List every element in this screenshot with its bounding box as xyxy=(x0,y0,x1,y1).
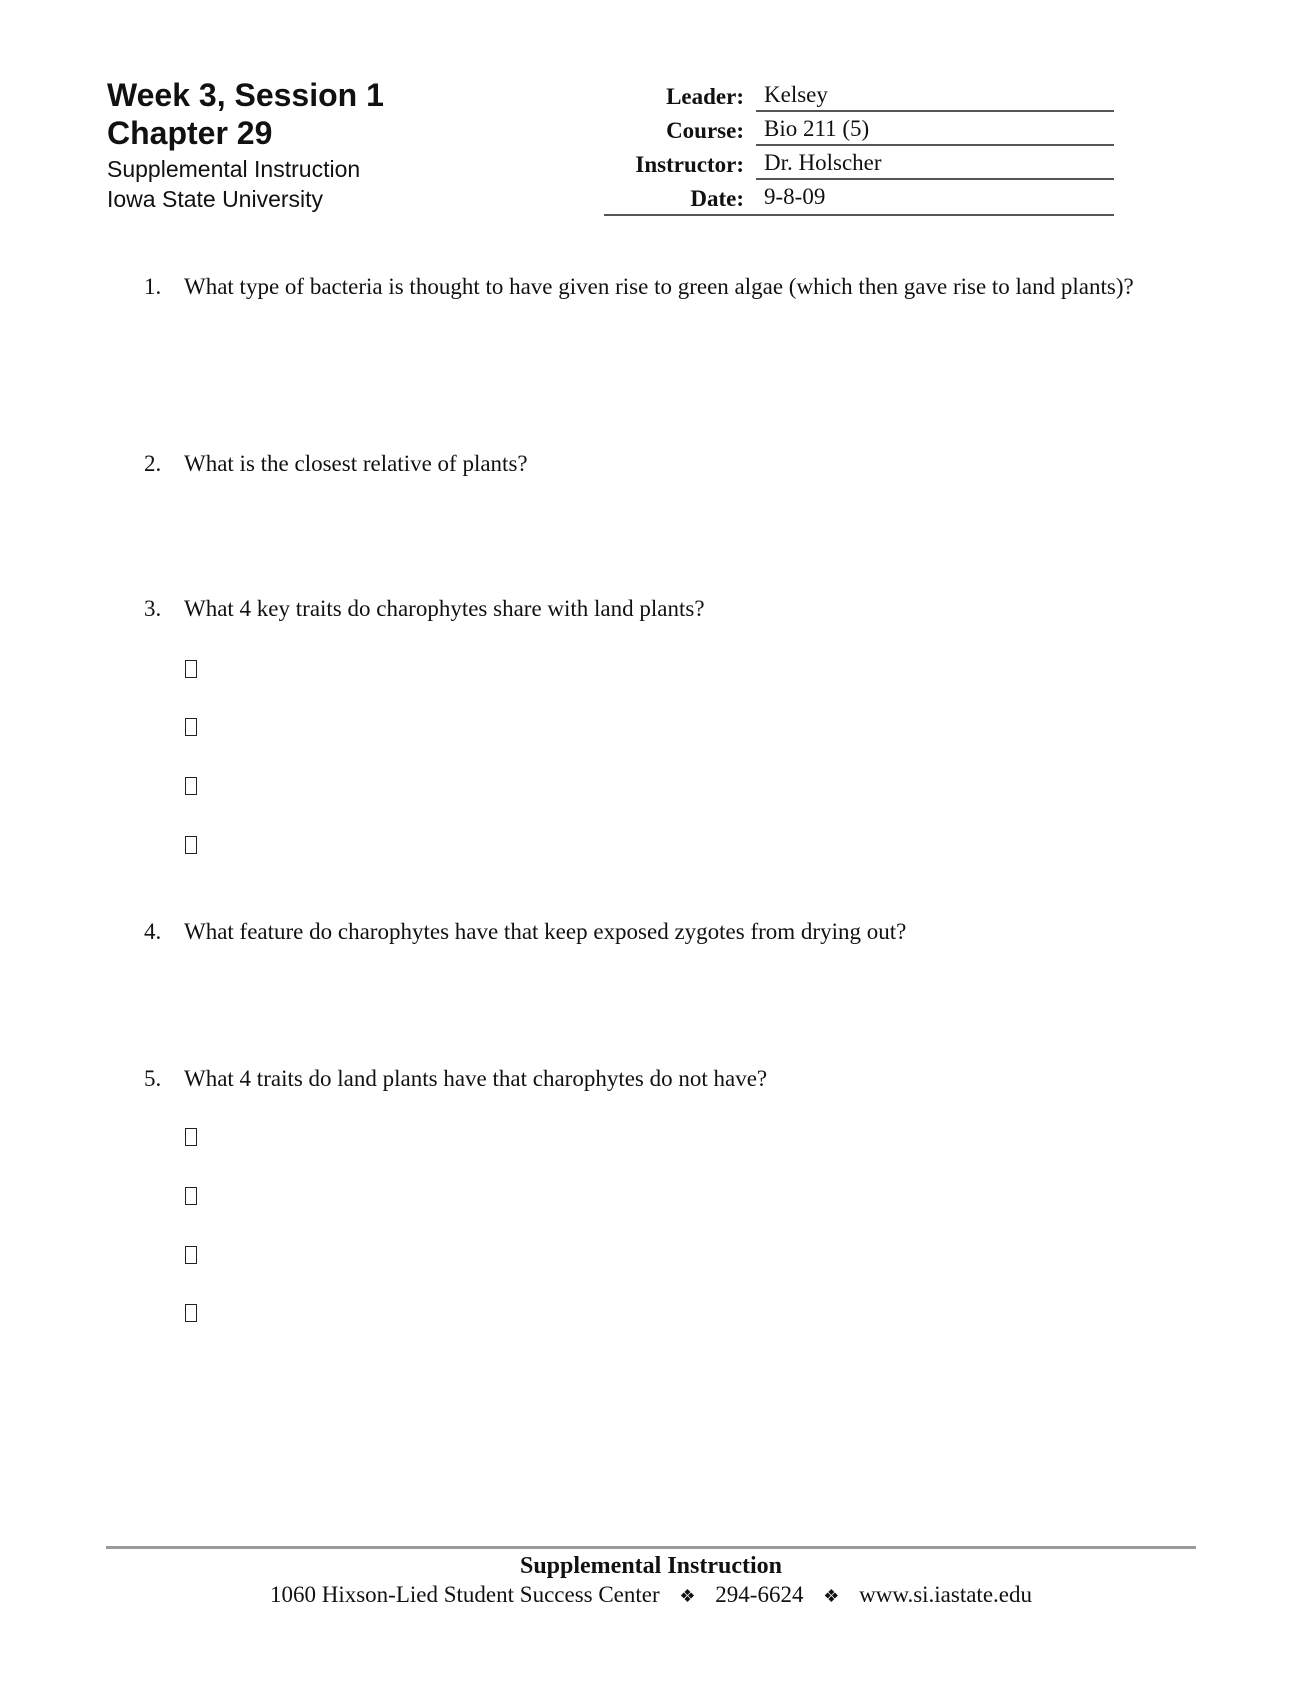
course-value: Bio 211 (5) xyxy=(756,114,1114,146)
question-number: 5. xyxy=(144,1066,162,1091)
footer-contact-line xyxy=(106,1581,1196,1610)
question-text: What type of bacteria is thought to have given rise to green algae (which then gave rise to land plants)? xyxy=(184,274,1134,299)
question-4 xyxy=(144,917,1164,947)
course-row xyxy=(604,112,1114,146)
question-text: What 4 traits do land plants have that charophytes do not have? xyxy=(184,1066,768,1091)
date-label: Date: xyxy=(690,186,744,211)
answer-box xyxy=(185,1128,197,1146)
question-2 xyxy=(144,449,1164,479)
date-row xyxy=(604,180,1114,214)
chapter-title: Chapter 29 xyxy=(107,115,273,151)
answer-box xyxy=(185,1246,197,1264)
question-text: What feature do charophytes have that keep exposed zygotes from drying out? xyxy=(184,919,907,944)
session-info-table xyxy=(604,78,1114,214)
footer-phone: 294-6624 xyxy=(715,1582,804,1607)
question-number: 4. xyxy=(144,919,162,944)
answer-box xyxy=(185,1187,197,1205)
answer-box xyxy=(185,718,197,736)
question-number: 2. xyxy=(144,451,162,476)
date-value: 9-8-09 xyxy=(764,184,826,209)
header-bottom-rule xyxy=(604,214,1114,216)
instructor-value: Dr. Holscher xyxy=(756,148,1114,180)
answer-box xyxy=(185,777,197,795)
answer-box xyxy=(185,660,197,678)
question-5 xyxy=(144,1064,1164,1094)
session-title: Week 3, Session 1 xyxy=(107,77,384,113)
question-number: 3. xyxy=(144,596,162,621)
diamond-separator-icon: ❖ xyxy=(679,1586,696,1606)
footer-rule xyxy=(106,1546,1196,1549)
leader-row xyxy=(604,78,1114,112)
diamond-separator-icon: ❖ xyxy=(823,1586,840,1606)
program-name: Supplemental Instruction xyxy=(107,156,361,182)
question-text: What 4 key traits do charophytes share with land plants? xyxy=(184,596,705,621)
footer-address: 1060 Hixson-Lied Student Success Center xyxy=(269,1582,660,1607)
question-number: 1. xyxy=(144,274,162,299)
university-name: Iowa State University xyxy=(107,186,324,212)
leader-label: Leader: xyxy=(666,84,744,109)
course-label: Course: xyxy=(666,118,744,143)
answer-box xyxy=(185,836,197,854)
instructor-label: Instructor: xyxy=(635,152,744,177)
question-1 xyxy=(144,272,1164,302)
answer-box xyxy=(185,1304,197,1322)
question-3 xyxy=(144,594,1164,624)
instructor-row xyxy=(604,146,1114,180)
question-text: What is the closest relative of plants? xyxy=(184,451,528,476)
footer-website[interactable]: www.si.iastate.edu xyxy=(859,1582,1032,1607)
leader-value: Kelsey xyxy=(756,80,1114,112)
footer-title: Supplemental Instruction xyxy=(519,1553,783,1579)
header-title-block xyxy=(107,76,567,214)
